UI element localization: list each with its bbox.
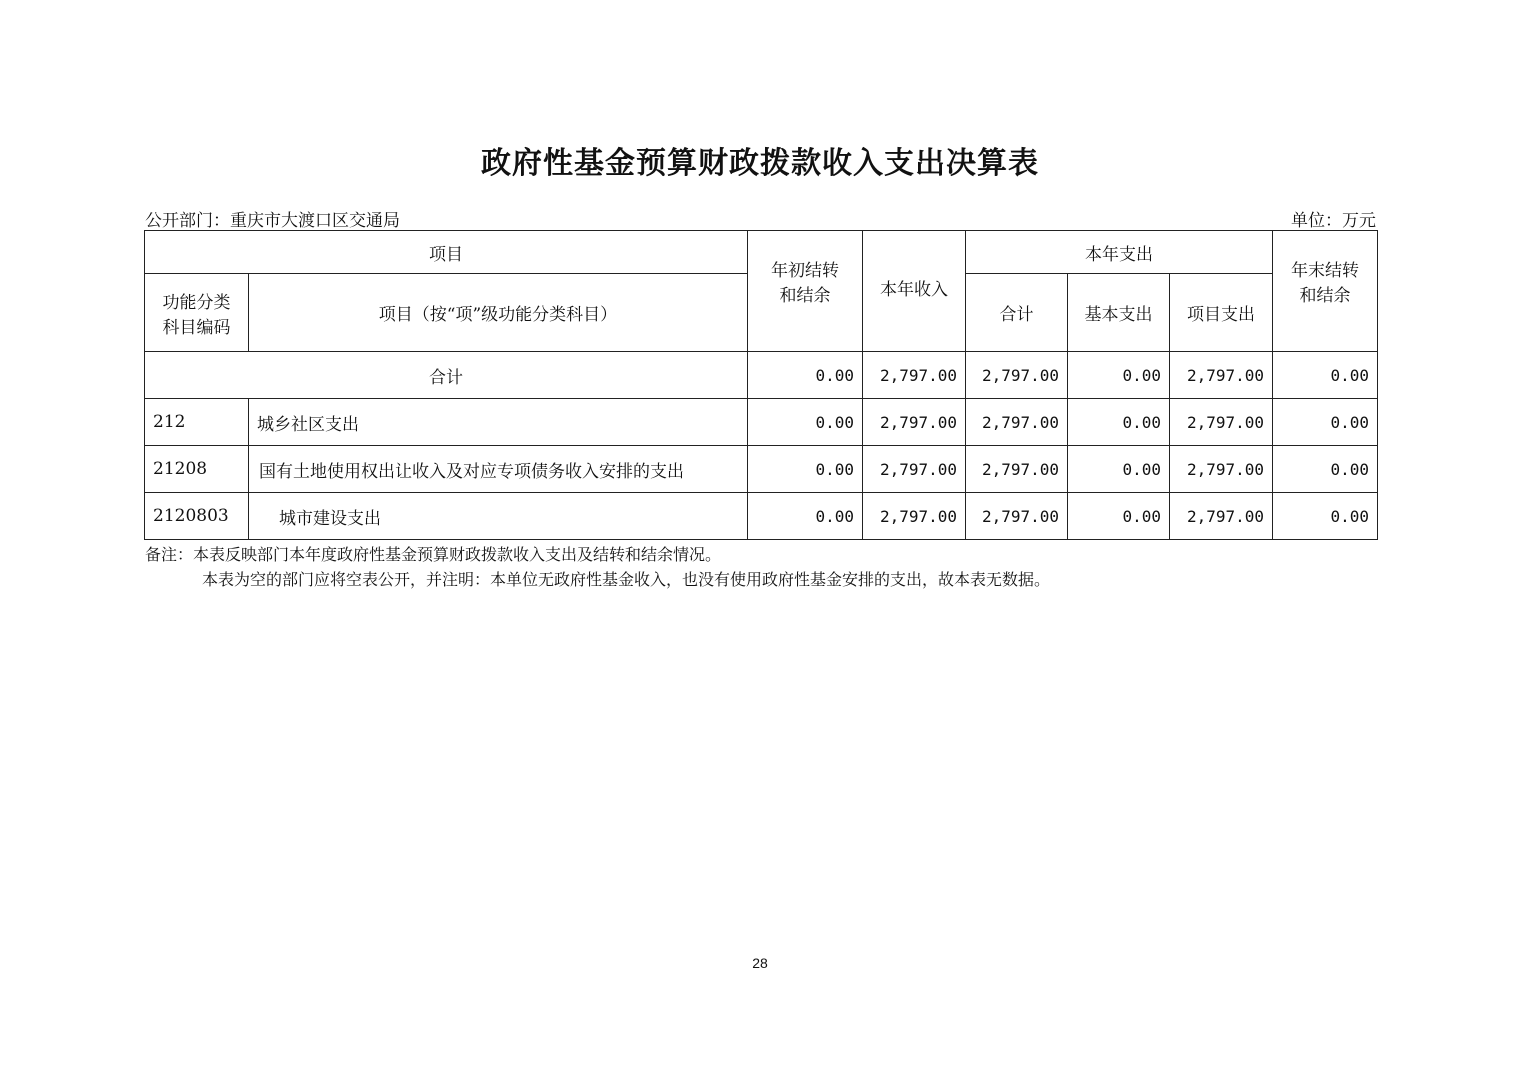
row-code: 2120803 xyxy=(145,493,249,540)
header-closing-balance: 年末结转 和结余 xyxy=(1273,231,1378,352)
row-project: 2,797.00 xyxy=(1170,399,1273,446)
page-number: 28 xyxy=(752,955,768,971)
unit-label: 单位：万元 xyxy=(1291,211,1376,231)
total-closing: 0.00 xyxy=(1273,352,1378,399)
notes xyxy=(145,542,1050,592)
row-expense-total: 2,797.00 xyxy=(966,446,1068,493)
row-project: 2,797.00 xyxy=(1170,493,1273,540)
budget-table xyxy=(144,230,1378,540)
note-line-1: 备注：本表反映部门本年度政府性基金预算财政拨款收入支出及结转和结余情况。 xyxy=(145,545,722,564)
total-opening: 0.00 xyxy=(748,352,863,399)
header-opening-balance: 年初结转 和结余 xyxy=(748,231,863,352)
note-line-2: 本表为空的部门应将空表公开，并注明：本单位无政府性基金收入，也没有使用政府性基金安排的支出，故本表无数据。 xyxy=(202,570,1051,589)
row-closing: 0.00 xyxy=(1273,446,1378,493)
row-expense-total: 2,797.00 xyxy=(966,399,1068,446)
row-opening: 0.00 xyxy=(748,493,863,540)
row-basic: 0.00 xyxy=(1068,446,1170,493)
header-basic-expense: 基本支出 xyxy=(1068,274,1170,352)
page-title: 政府性基金预算财政拨款收入支出决算表 xyxy=(481,146,1039,181)
row-income: 2,797.00 xyxy=(863,446,966,493)
header-row-1 xyxy=(145,231,1378,274)
row-income: 2,797.00 xyxy=(863,399,966,446)
total-expense-total: 2,797.00 xyxy=(966,352,1068,399)
header-expense-total: 合计 xyxy=(966,274,1068,352)
table-row xyxy=(145,399,1378,446)
row-basic: 0.00 xyxy=(1068,493,1170,540)
total-project: 2,797.00 xyxy=(1170,352,1273,399)
row-opening: 0.00 xyxy=(748,399,863,446)
row-project: 2,797.00 xyxy=(1170,446,1273,493)
department-label: 公开部门：重庆市大渡口区交通局 xyxy=(145,211,400,231)
row-code: 212 xyxy=(145,399,249,446)
header-project-detail: 项目（按“项”级功能分类科目） xyxy=(249,274,748,352)
row-closing: 0.00 xyxy=(1273,493,1378,540)
header-project-expense: 项目支出 xyxy=(1170,274,1273,352)
total-label: 合计 xyxy=(145,352,748,399)
table-row xyxy=(145,493,1378,540)
header-func-code: 功能分类 科目编码 xyxy=(145,274,249,352)
header-annual-income: 本年收入 xyxy=(863,231,966,352)
row-name: 国有土地使用权出让收入及对应专项债务收入安排的支出 xyxy=(249,446,748,493)
header-annual-expense: 本年支出 xyxy=(966,231,1273,274)
table-row xyxy=(145,446,1378,493)
row-income: 2,797.00 xyxy=(863,493,966,540)
total-row xyxy=(145,352,1378,399)
row-opening: 0.00 xyxy=(748,446,863,493)
row-name: 城乡社区支出 xyxy=(249,399,748,446)
total-income: 2,797.00 xyxy=(863,352,966,399)
row-expense-total: 2,797.00 xyxy=(966,493,1068,540)
row-closing: 0.00 xyxy=(1273,399,1378,446)
total-basic: 0.00 xyxy=(1068,352,1170,399)
header-project: 项目 xyxy=(145,231,748,274)
row-basic: 0.00 xyxy=(1068,399,1170,446)
row-name: 城市建设支出 xyxy=(249,493,748,540)
row-code: 21208 xyxy=(145,446,249,493)
